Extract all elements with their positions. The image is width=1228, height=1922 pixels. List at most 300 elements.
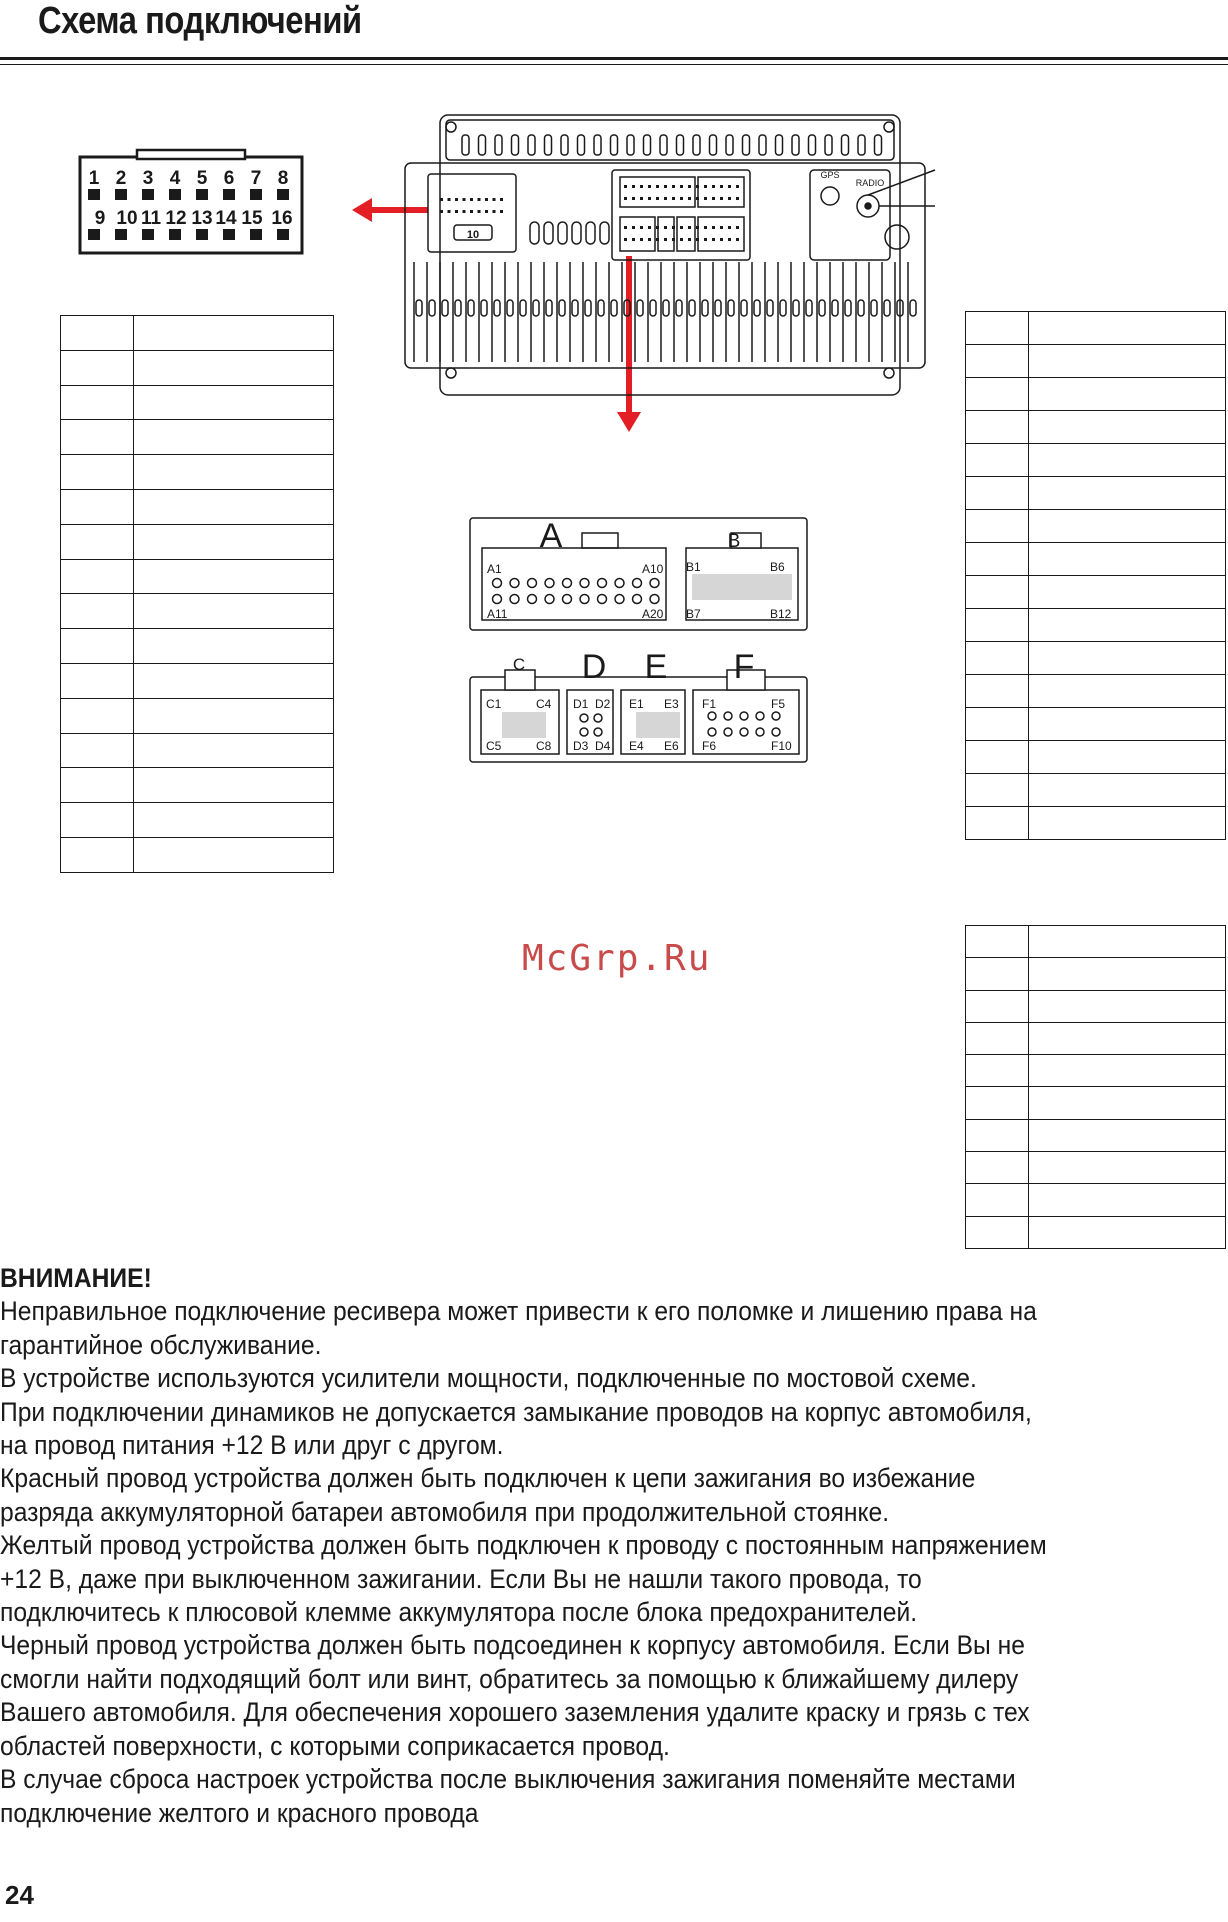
pin-number-cell [61,350,134,385]
plug-pin [648,197,651,200]
pin-label: A10 [642,562,664,576]
connector-block-ab [470,518,807,630]
plug-pin [736,197,739,200]
table-row [61,837,334,872]
plug-pin [640,197,643,200]
pin-square [223,229,235,240]
table-row [61,489,334,524]
pin-function-cell [1029,510,1226,543]
pin-label: F5 [771,697,786,711]
pin-number-label: 8 [277,168,289,189]
arrow-down [617,256,641,432]
table-row [61,455,334,490]
pin-number-cell [966,609,1029,642]
pin-hole [772,712,780,720]
plug-pin [672,185,675,188]
heatsink-slot [715,300,721,316]
vent-slot [792,135,799,155]
table-row [966,708,1226,741]
table-row [966,312,1226,345]
oval-slot [572,222,581,244]
pin-hole [545,595,554,604]
table-row [61,698,334,733]
heatsink-slot [429,300,435,316]
plug-pin [493,198,496,201]
vent-slot [462,135,469,155]
pin-hole [633,579,642,588]
plug-pin [688,226,691,229]
plug-pin [463,198,466,201]
heatsink-slot [585,300,591,316]
heatsink-slot [637,300,643,316]
heatsink-slot [871,300,877,316]
pin-hole [580,728,588,736]
pin-number-cell [966,543,1029,576]
table-row [966,1087,1226,1119]
plug-pin [632,238,635,241]
notice-line: Черный провод устройства должен быть подсоединен к корпусу автомобиля. Если Вы не [0,1630,1025,1661]
plug-pin [656,226,659,229]
pin-function-cell [1029,609,1226,642]
pin-number-cell [966,642,1029,675]
plug-pin [624,226,627,229]
pin-function-cell [1029,1087,1226,1119]
pin-square [88,189,100,200]
pin-function-cell [1029,642,1226,675]
pin-hole [598,595,607,604]
table-row [61,803,334,838]
plug-pin [478,198,481,201]
plug-pin [704,197,707,200]
table-row [61,316,334,351]
pin-label: C1 [486,697,502,711]
heatsink-slot [767,300,773,316]
pin-function-cell [1029,1022,1226,1054]
vent-slot [479,135,486,155]
pin-hole [510,579,519,588]
plug-pin [664,197,667,200]
pin-label: B1 [686,560,701,574]
pin-label: D2 [595,697,611,711]
connector-group-label: D [581,648,607,686]
plug-pin [664,185,667,188]
pin-number-cell [966,1022,1029,1054]
pin-function-cell [134,663,334,698]
pin-label: E3 [664,697,679,711]
pin-hole [493,579,502,588]
heatsink-slot [468,300,474,316]
pin-number-cell [61,559,134,594]
pin-function-cell [1029,543,1226,576]
label-gps: GPS [820,170,840,180]
pin-number-cell [966,1184,1029,1216]
plug-pin [648,185,651,188]
pin-number-cell [966,1216,1029,1248]
notice-line: Неправильное подключение ресивера может привести к его поломке и лишению права на [0,1296,1037,1327]
heatsink-slot [442,300,448,316]
oval-slot [600,222,609,244]
pin-function-cell [1029,1184,1226,1216]
vent-slot [495,135,502,155]
plug-pin [720,197,723,200]
table-row [61,733,334,768]
vent-slot [528,135,535,155]
pin-function-cell [1029,675,1226,708]
table-row [966,1055,1226,1087]
vent-slot [627,135,634,155]
heatsink-slot [754,300,760,316]
pin-number-cell [61,594,134,629]
vent-slot [677,135,684,155]
table-row [61,524,334,559]
pin-number-cell [966,345,1029,378]
table-row [966,675,1226,708]
pin-hole [563,579,572,588]
notice-line: областей поверхности, с которыми соприкасается провод. [0,1730,670,1761]
plug-pin [704,226,707,229]
pin-number-cell [61,698,134,733]
table-row [966,774,1226,807]
pin-number-cell [966,1119,1029,1151]
pin-number-cell [61,663,134,698]
heatsink-slot [910,300,916,316]
vent-slot [545,135,552,155]
pin-square [277,189,289,200]
notice-line: При подключении динамиков не допускается замыкание проводов на корпус автомобиля, [0,1396,1032,1427]
pin-hole [580,714,588,722]
heatsink-slot [728,300,734,316]
pin-table-right-top [965,311,1226,840]
pin-number-label: 2 [115,168,127,189]
plug-pin [736,226,739,229]
vent-slot [693,135,700,155]
plug-pin [640,238,643,241]
pin-square [223,189,235,200]
pin-label: A20 [642,607,664,621]
pin-hole [772,728,780,736]
pin-number-label: 1 [88,168,100,189]
plug-pin [656,185,659,188]
plug-pin [720,238,723,241]
pin-label: A1 [487,562,502,576]
pin-label: F10 [771,739,792,753]
connector-group-label: E [644,648,668,686]
pin-function-cell [1029,1055,1226,1087]
pin-label: A11 [487,607,508,621]
plug-pin [672,238,675,241]
plug-pin [720,185,723,188]
heatsink-slot [806,300,812,316]
notice-line: на провод питания +12 В или друг с другом. [0,1430,504,1461]
pin-label: F1 [702,697,717,711]
pin-label: B12 [770,607,792,621]
pin-number-label: 9 [94,208,106,229]
vent-slot [710,135,717,155]
heatsink-slot [702,300,708,316]
heatsink-slot [481,300,487,316]
table-row [966,345,1226,378]
notice-line: подключение желтого и красного провода [0,1797,479,1828]
pin-hole [594,728,602,736]
pin-number-label: 6 [223,168,235,189]
plug-pin [664,226,667,229]
pin-square [196,189,208,200]
pin-number-cell [966,1087,1029,1119]
pin-function-cell [134,385,334,420]
pin-hole [724,712,732,720]
plug-pin [680,185,683,188]
arrow-left [352,198,428,222]
pin-number-cell [61,385,134,420]
notice-line: В случае сброса настроек устройства после выключения зажигания поменяйте местами [0,1764,1016,1795]
pin-number-cell [966,774,1029,807]
page-number: 24 [5,1880,34,1910]
plug-pin [648,226,651,229]
pin-hole [740,712,748,720]
plug-pin [493,210,496,213]
pin-number-cell [61,768,134,803]
table-row [966,477,1226,510]
pin-number-cell [966,1152,1029,1184]
heatsink-slot [832,300,838,316]
page-title: Схема подключений [38,0,362,42]
pin-number-label: 10 [116,208,138,229]
table-row [966,378,1226,411]
pin-number-cell [966,411,1029,444]
table-row [61,420,334,455]
pin-hole [615,595,624,604]
pin-number-cell [61,803,134,838]
notice-line: разряда аккумуляторной батареи автомобиля при продолжительной стоянке. [0,1496,890,1527]
pin-hole [563,595,572,604]
table-row [966,741,1226,774]
pin-hole [580,579,589,588]
table-row [966,1216,1226,1248]
heatsink-slot [572,300,578,316]
notice-line: +12 В, даже при выключенном зажигании. Если Вы не нашли такого провода, то [0,1563,922,1594]
pin-number-label: 15 [241,208,263,229]
plug-pin [455,198,458,201]
plug-pin [648,238,651,241]
plug-pin [624,185,627,188]
plug-pin [624,197,627,200]
pin-label: C4 [536,697,552,711]
plug-pin [712,185,715,188]
pin-function-cell [1029,741,1226,774]
vent-slot [660,135,667,155]
pin-number-label: 14 [215,208,237,229]
pin-label: D4 [595,739,611,753]
pin-hole [598,579,607,588]
vent-slot [825,135,832,155]
connector-group-label: F [733,648,755,686]
pin-function-cell [1029,774,1226,807]
pin-function-cell [134,837,334,872]
heatsink-slot [663,300,669,316]
notice-line: смогли найти подходящий болт или винт, обратитесь за помощью к ближайшему дилеру [0,1663,1019,1694]
pin-number-cell [966,708,1029,741]
pin-function-cell [134,420,334,455]
oval-slot [530,222,539,244]
plug-pin [640,185,643,188]
pin-function-cell [1029,444,1226,477]
heatsink-slot [533,300,539,316]
pin-hole [528,579,537,588]
vent-slot [858,135,865,155]
plug-pin [632,197,635,200]
pin-function-cell [1029,576,1226,609]
table-row [966,609,1226,642]
connector-16pin [80,150,302,253]
connector-group-label: B [727,531,741,552]
pin-function-cell [134,524,334,559]
heatsink-slot [494,300,500,316]
table-row [966,926,1226,958]
pin-function-cell [1029,926,1226,958]
plug-pin [728,238,731,241]
pin-function-cell [1029,477,1226,510]
pin-number-cell [61,733,134,768]
oval-slot [586,222,595,244]
oval-slot [544,222,553,244]
pin-number-label: 11 [140,208,162,229]
table-row [966,958,1226,990]
notice-line: В устройстве используются усилители мощности, подключенные по мостовой схеме. [0,1363,977,1394]
plug-pin [485,210,488,213]
plug-pin [632,226,635,229]
plug-pin [664,238,667,241]
notice-block [0,1262,1228,1830]
pin-number-cell [966,477,1029,510]
pin-number-cell [61,455,134,490]
pin-square [277,229,289,240]
table-row [966,576,1226,609]
heatsink-slot [598,300,604,316]
table-row [61,663,334,698]
pin-table-left [60,315,334,873]
pin-label: B6 [770,560,785,574]
table-row [61,768,334,803]
pin-hole [633,595,642,604]
pin-number-cell [61,420,134,455]
pin-label: C8 [536,739,552,753]
table-row [966,444,1226,477]
title-rule [0,57,1228,60]
pin-function-cell [1029,411,1226,444]
table-row [966,1184,1226,1216]
pin-hole [594,714,602,722]
heatsink-slot [455,300,461,316]
heatsink-slot [507,300,513,316]
pin-function-cell [134,350,334,385]
vent-slot [875,135,882,155]
pin-square [196,229,208,240]
label-radio: RADIO [855,178,885,188]
table-row [61,385,334,420]
pin-hole [708,728,716,736]
heatsink-slot [780,300,786,316]
vent-slot [512,135,519,155]
plug-pin [680,238,683,241]
pin-number-cell [966,675,1029,708]
table-row [61,559,334,594]
vent-slot [726,135,733,155]
table-row [61,629,334,664]
table-row [966,411,1226,444]
plug-pin [500,210,503,213]
pin-number-cell [966,312,1029,345]
pin-function-cell [1029,378,1226,411]
pin-function-cell [1029,1216,1226,1248]
vent-slot [644,135,651,155]
vent-slot [842,135,849,155]
notice-heading: ВНИМАНИЕ! [0,1263,152,1293]
notice-line: Желтый провод устройства должен быть подключен к проводу с постоянным напряжением [0,1530,1047,1561]
notice-line: Вашего автомобиля. Для обеспечения хорошего заземления удалите краску и грязь с тех [0,1697,1030,1728]
pin-function-cell [1029,958,1226,990]
table-row [966,990,1226,1022]
vent-slot [611,135,618,155]
pin-hole [756,712,764,720]
pin-label: D1 [573,697,589,711]
pin-square [115,189,127,200]
pin-square [250,229,262,240]
plug-pin [680,197,683,200]
plug-pin [728,197,731,200]
plug-pin [656,197,659,200]
plug-pin [478,210,481,213]
vent-slot [743,135,750,155]
pin-square [142,189,154,200]
pin-number-cell [966,990,1029,1022]
watermark: McGrp.Ru [522,938,712,979]
pin-number-label: 4 [169,168,181,189]
pin-function-cell [1029,345,1226,378]
pin-hole [708,712,716,720]
pin-hole [493,595,502,604]
table-row [966,807,1226,840]
pin-number-cell [966,378,1029,411]
pin-function-cell [1029,807,1226,840]
pin-function-cell [1029,312,1226,345]
plug-pin [448,210,451,213]
pin-function-cell [134,559,334,594]
notice-line: Красный провод устройства должен быть подключен к цепи зажигания во избежание [0,1463,976,1494]
pin-label: C5 [486,739,502,753]
notice-line: подключитесь к плюсовой клемме аккумулятора после блока предохранителей. [0,1597,918,1628]
pin-number-cell [61,316,134,351]
pin-hole [650,579,659,588]
pin-hole [545,579,554,588]
plug-pin [696,226,699,229]
pin-function-cell [1029,990,1226,1022]
pin-function-cell [134,594,334,629]
pin-number-cell [61,837,134,872]
pin-number-cell [966,958,1029,990]
heatsink-slot [416,300,422,316]
plug-pin [728,226,731,229]
label-connector-10: 10 [466,229,480,241]
pin-number-cell [966,741,1029,774]
plug-pin [485,198,488,201]
plug-pin [500,198,503,201]
plug-pin [632,185,635,188]
pin-square [88,229,100,240]
plug-pin [470,198,473,201]
pin-function-cell [134,316,334,351]
vent-slot [561,135,568,155]
vent-slot [578,135,585,155]
